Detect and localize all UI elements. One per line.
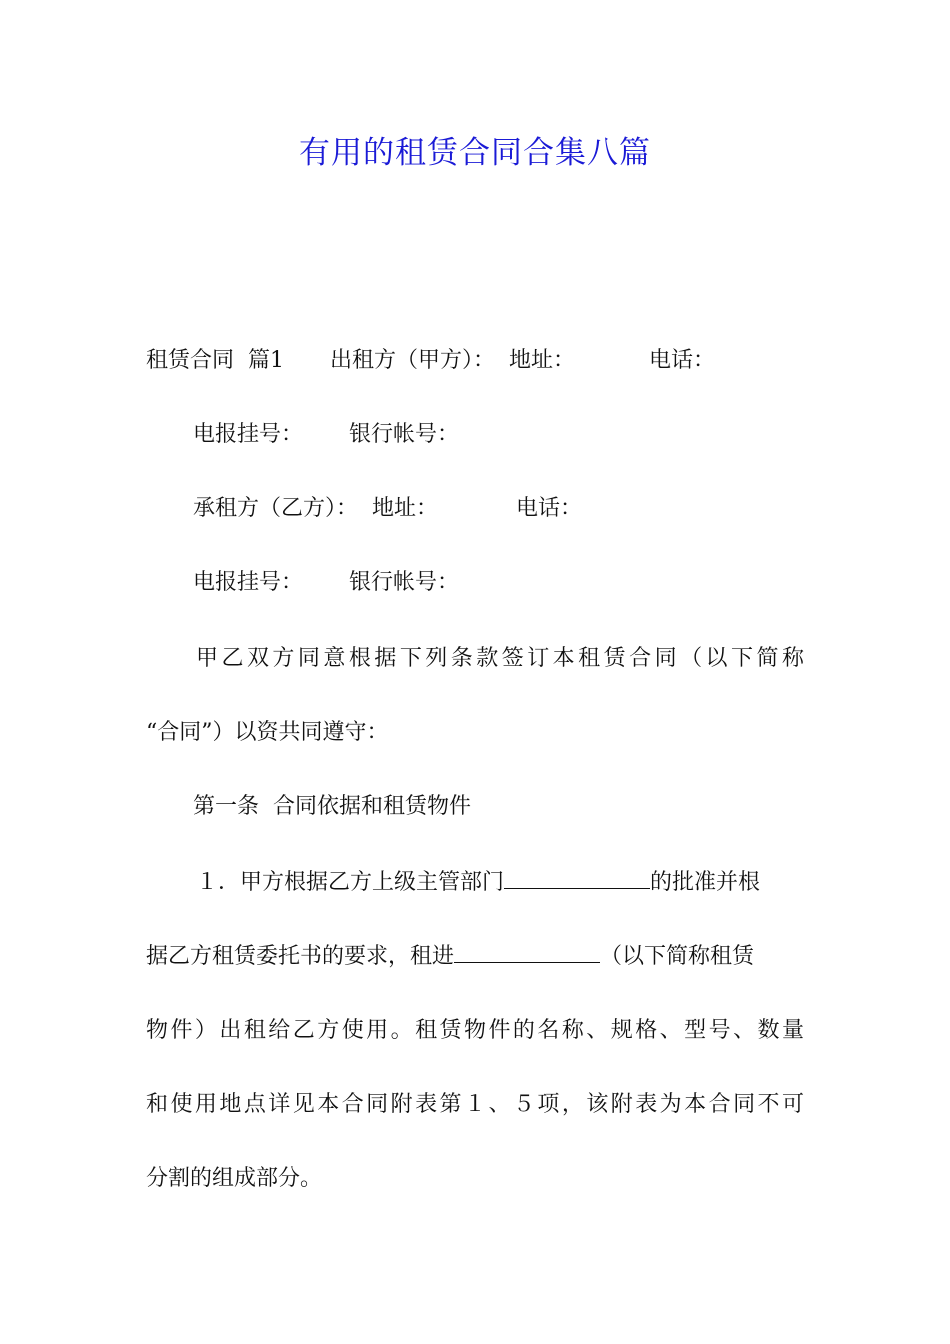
clause-line-1	[196, 863, 760, 903]
clause-line-2	[146, 937, 754, 977]
approving-department-blank	[504, 864, 650, 889]
clause-text: 据乙方租赁委托书的要求，租进	[146, 944, 455, 969]
clause-text: １．甲方根据乙方上级主管部门	[196, 870, 505, 895]
clause-text: 的批准并根	[650, 870, 761, 895]
clause-text: （以下简称租赁	[600, 944, 755, 969]
clause-line-4: 和使用地点详见本合同附表第１、５项，该附表为本合同不可	[146, 1092, 804, 1117]
lessee-phone-label: 电话：	[516, 496, 583, 521]
intro-line-1: 甲乙双方同意根据下列条款签订本租赁合同（以下简称	[196, 646, 804, 671]
article-heading: 第一条 合同依据和租赁物件	[193, 794, 471, 819]
lessee-account-label: 银行帐号：	[349, 570, 460, 595]
lessee-label: 承租方（乙方）：	[193, 496, 359, 521]
clause-line-3: 物件）出租给乙方使用。租赁物件的名称、规格、型号、数量	[146, 1018, 804, 1043]
leased-item-blank	[454, 938, 600, 963]
document-title: 有用的租赁合同合集八篇	[299, 135, 651, 171]
article-label: 篇1	[248, 348, 285, 373]
lessor-label: 出租方（甲方）：	[330, 348, 496, 373]
lessee-bank-line	[193, 563, 459, 603]
clause-line-5: 分割的组成部分。	[146, 1166, 323, 1191]
intro-line-2: “合同”）以资共同遵守：	[146, 720, 389, 745]
lessor-account-label: 银行帐号：	[349, 422, 460, 447]
lessee-telegraph-label: 电报挂号：	[193, 570, 304, 595]
lessor-bank-line	[193, 415, 459, 455]
contract-header-line	[146, 341, 715, 381]
lessee-address-label: 地址：	[372, 496, 439, 521]
section-label: 租赁合同	[146, 348, 235, 373]
lessee-line	[193, 489, 582, 529]
lessor-telegraph-label: 电报挂号：	[193, 422, 304, 447]
lessor-phone-label: 电话：	[649, 348, 716, 373]
lessor-address-label: 地址：	[509, 348, 576, 373]
